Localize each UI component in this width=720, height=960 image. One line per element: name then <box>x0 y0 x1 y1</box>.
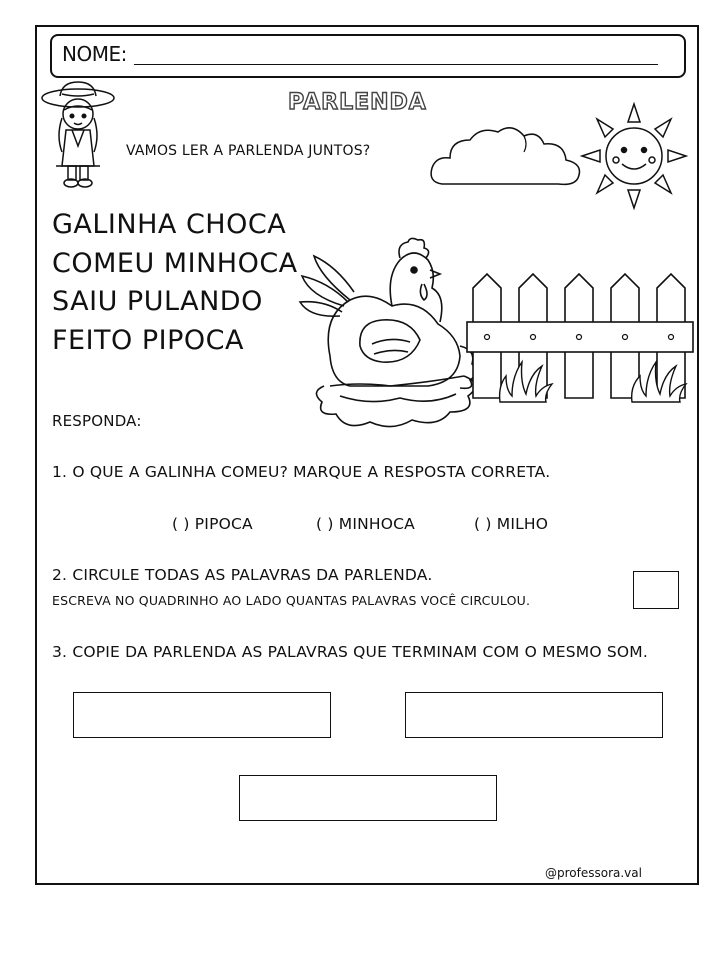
option-milho[interactable]: ( ) MILHO <box>474 515 549 533</box>
answer-box-2[interactable] <box>405 692 663 738</box>
name-label: NOME: <box>62 42 127 66</box>
count-answer-box[interactable] <box>633 571 679 609</box>
question-1: 1. O QUE A GALINHA COMEU? MARQUE A RESPOSTA CORRETA. <box>52 463 551 481</box>
question-2-instruction: ESCREVA NO QUADRINHO AO LADO QUANTAS PALAVRAS VOCÊ CIRCULOU. <box>52 593 531 608</box>
option-minhoca[interactable]: ( ) MINHOCA <box>316 515 415 533</box>
name-field-box <box>50 34 686 78</box>
author-handle: @professora.val <box>545 866 642 880</box>
grass-icon <box>496 356 554 404</box>
poem-line: GALINHA CHOCA <box>52 209 287 240</box>
girl-cowgirl-icon <box>38 80 118 190</box>
name-input-line[interactable] <box>134 64 658 65</box>
question-3: 3. COPIE DA PARLENDA AS PALAVRAS QUE TERMINAM COM O MESMO SOM. <box>52 643 648 661</box>
cloud-icon <box>428 122 588 192</box>
subtitle: VAMOS LER A PARLENDA JUNTOS? <box>126 143 371 159</box>
poem-line: FEITO PIPOCA <box>52 324 244 356</box>
answer-box-3[interactable] <box>239 775 497 821</box>
sun-icon <box>582 100 686 210</box>
poem-line: SAIU PULANDO <box>52 286 263 317</box>
grass-icon <box>628 354 688 404</box>
answer-box-1[interactable] <box>73 692 331 738</box>
poem <box>52 206 298 360</box>
option-pipoca[interactable]: ( ) PIPOCA <box>172 515 253 533</box>
question-2: 2. CIRCULE TODAS AS PALAVRAS DA PARLENDA. <box>52 566 433 584</box>
respond-label: RESPONDA: <box>52 412 142 430</box>
poem-line: COMEU MINHOCA <box>52 247 298 279</box>
page-title: PARLENDA <box>288 90 427 115</box>
hen-icon <box>300 236 490 432</box>
